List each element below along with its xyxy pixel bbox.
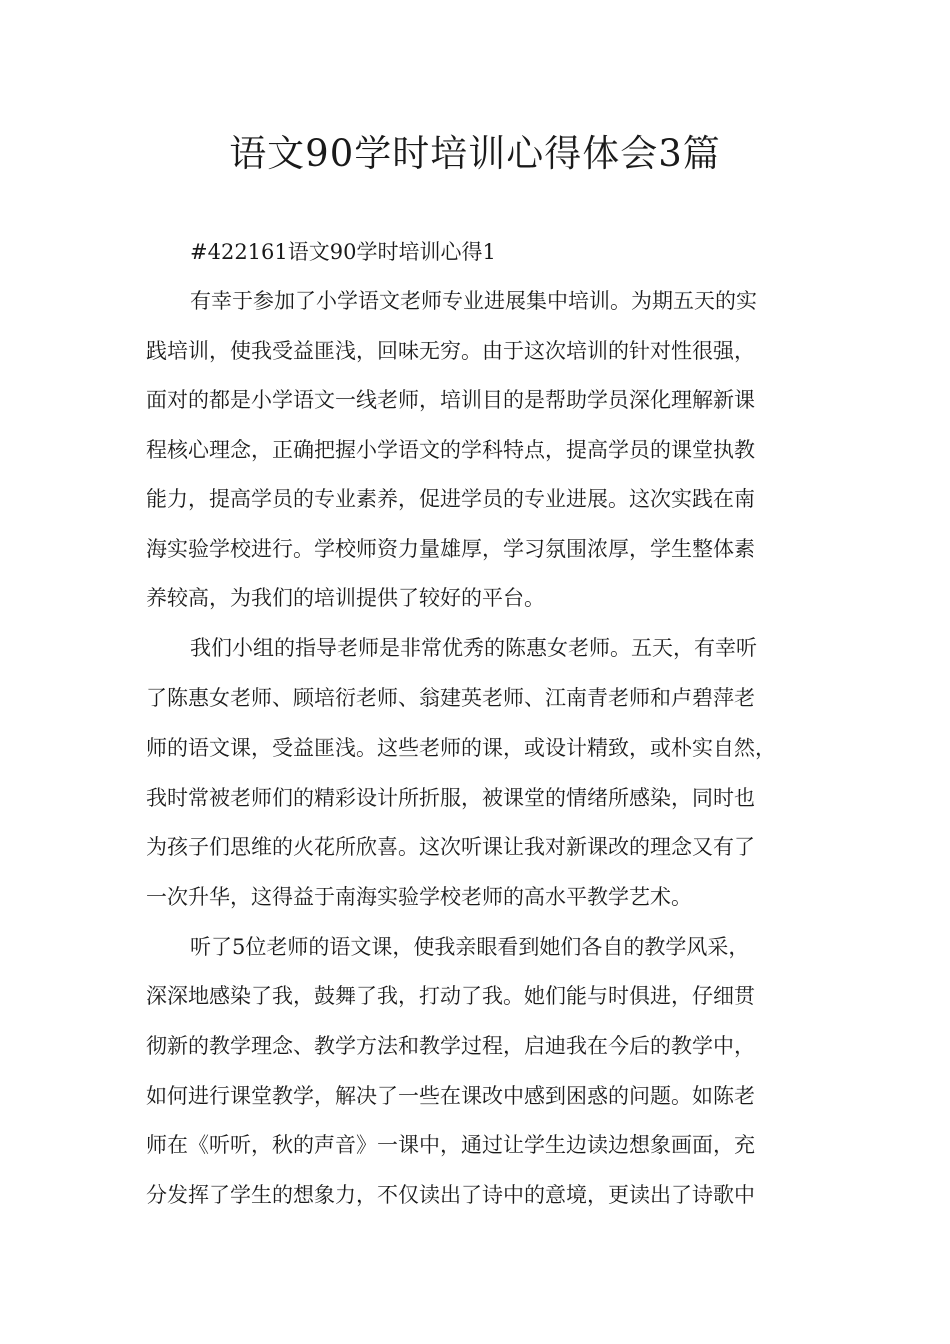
- paragraph-line: 有幸于参加了小学语文老师专业进展集中培训。为期五天的实: [190, 289, 757, 313]
- section-heading: #422161语文90学时培训心得1: [190, 240, 496, 264]
- paragraph-line: 如何进行课堂教学，解决了一些在课改中感到困惑的问题。如陈老: [146, 1084, 755, 1108]
- paragraph-line: 听了5位老师的语文课，使我亲眼看到她们各自的教学风采，: [190, 935, 750, 959]
- paragraph-line: 养较高，为我们的培训提供了较好的平台。: [146, 586, 545, 610]
- paragraph-line: 我们小组的指导老师是非常优秀的陈惠女老师。五天，有幸听: [190, 636, 757, 660]
- paragraph-line: 师在《听听，秋的声音》一课中，通过让学生边读边想象画面，充: [146, 1133, 755, 1157]
- paragraph-line: 深深地感染了我，鼓舞了我，打动了我。她们能与时俱进，仔细贯: [146, 984, 755, 1008]
- paragraph-line: 一次升华，这得益于南海实验学校老师的高水平教学艺术。: [146, 885, 692, 909]
- paragraph-line: 师的语文课，受益匪浅。这些老师的课，或设计精致，或朴实自然，: [146, 736, 776, 760]
- paragraph-line: 程核心理念，正确把握小学语文的学科特点，提高学员的课堂执教: [146, 438, 755, 462]
- paragraph-line: 为孩子们思维的火花所欣喜。这次听课让我对新课改的理念又有了: [146, 835, 755, 859]
- paragraph-line: 彻新的教学理念、教学方法和教学过程，启迪我在今后的教学中，: [146, 1034, 755, 1058]
- paragraph-line: 能力，提高学员的专业素养，促进学员的专业进展。这次实践在南: [146, 487, 755, 511]
- paragraph-line: 践培训，使我受益匪浅，回味无穷。由于这次培训的针对性很强，: [146, 339, 755, 363]
- document-title: 语文90学时培训心得体会3篇: [229, 132, 721, 175]
- paragraph-line: 海实验学校进行。学校师资力量雄厚，学习氛围浓厚，学生整体素: [146, 537, 755, 561]
- paragraph-line: 分发挥了学生的想象力，不仅读出了诗中的意境，更读出了诗歌中: [146, 1183, 755, 1207]
- paragraph-line: 我时常被老师们的精彩设计所折服，被课堂的情绪所感染，同时也: [146, 786, 755, 810]
- paragraph-line: 面对的都是小学语文一线老师，培训目的是帮助学员深化理解新课: [146, 388, 755, 412]
- paragraph-line: 了陈惠女老师、顾培衍老师、翁建英老师、江南青老师和卢碧萍老: [146, 686, 755, 710]
